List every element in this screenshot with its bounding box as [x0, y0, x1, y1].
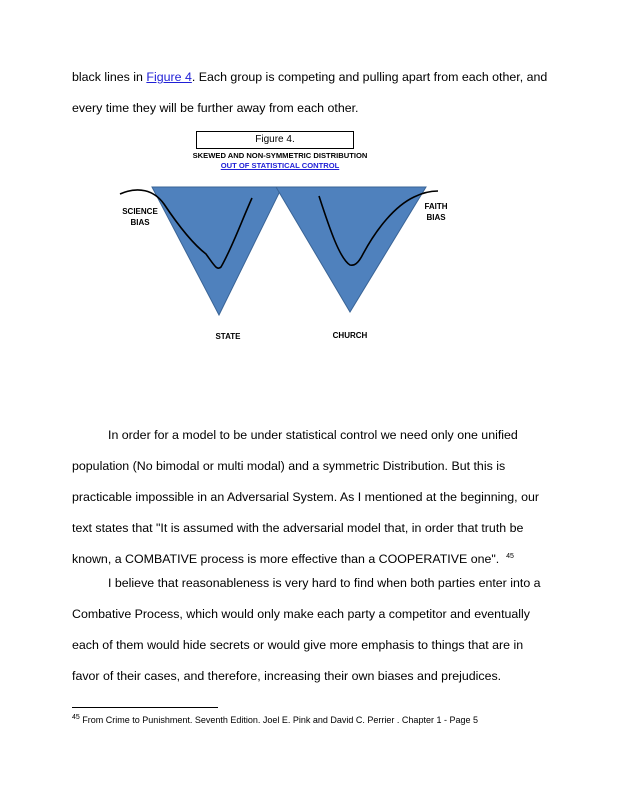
- church-label: CHURCH: [332, 331, 368, 340]
- intro-line-2: every time they will be further away from each other.: [72, 101, 359, 115]
- faith-label-line1: FAITH: [424, 202, 448, 211]
- footnote-ref-45: 45: [506, 552, 514, 560]
- intro-paragraph: [72, 62, 552, 124]
- science-label-line2: BIAS: [130, 218, 150, 227]
- faith-bias-label: [414, 201, 458, 223]
- church-triangle: [276, 187, 426, 312]
- intro-text-after-link: . Each group is competing and pulling apart from each other, and: [191, 70, 548, 84]
- body-paragraph-1: [72, 420, 552, 575]
- figure-title: SKEWED AND NON-SYMMETRIC DISTRIBUTION: [192, 151, 368, 160]
- science-bias-label: [112, 206, 168, 228]
- footnote-divider: [72, 707, 218, 708]
- footnote-number: 45: [72, 714, 80, 721]
- figure-subtitle: OUT OF STATISTICAL CONTROL: [220, 161, 340, 170]
- state-label: STATE: [215, 332, 241, 341]
- faith-label-line2: BIAS: [426, 213, 446, 222]
- figure-4-link[interactable]: Figure 4: [146, 70, 192, 84]
- intro-text-before-link: black lines in: [72, 70, 147, 84]
- figure-caption: Figure 4.: [196, 131, 354, 149]
- state-triangle: [152, 187, 282, 315]
- figure-4: [100, 128, 460, 348]
- science-label-line1: SCIENCE: [122, 207, 158, 216]
- footnote-text: From Crime to Punishment. Seventh Edition. Joel E. Pink and David C. Perrier . Chapter 1 - Page 5: [79, 715, 478, 725]
- paragraph-1-text: In order for a model to be under statistical control we need only one unified population (No bimodal or multi modal) and a symmetric Distribution. But this is practicable impossible in an Adversarial System. As I mentioned at the beginning, our text states that "It is assumed with the adversarial model that, in order that truth be known, a COMBATIVE process is more effective than a COOPERATIVE one".: [72, 428, 539, 566]
- footnote: [72, 714, 552, 726]
- body-paragraph-2: [72, 568, 552, 692]
- paragraph-2-text: I believe that reasonableness is very hard to find when both parties enter into a Combative Process, which would only make each party a competitor and eventually each of them would hide secrets or would give more emphasis to things that are in favor of their cases, and therefore, increasing their own biases and prejudices.: [72, 576, 541, 683]
